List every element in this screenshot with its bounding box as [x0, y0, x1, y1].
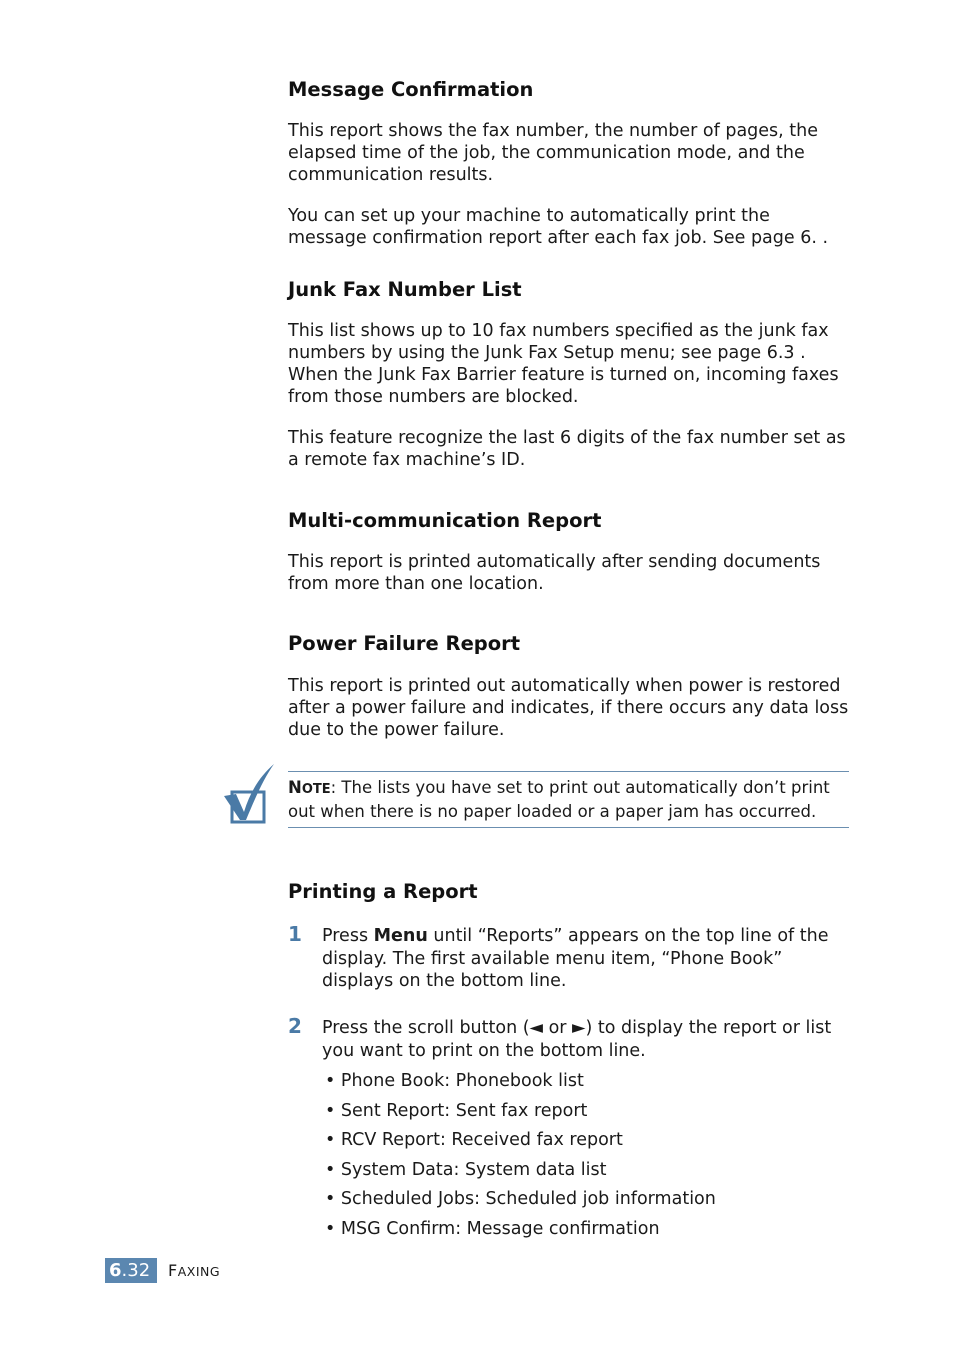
step-number-2: 2 [288, 1014, 302, 1038]
note-bottom-rule [288, 827, 849, 828]
heading-printing: Printing a Report [288, 880, 478, 903]
list-item: • System Data: System data list [325, 1160, 607, 1180]
note-top-rule [288, 771, 849, 772]
paragraph: This report is printed out automatically when power is restored after a power failure and indicates, if there occurs any data loss due to the power failure. [288, 676, 849, 740]
note-body: : The lists you have set to print out automatically don’t print out when there is no paper loaded or a paper jam has occurred. [288, 778, 830, 821]
paragraph: This feature recognize the last 6 digits of the fax number set as a remote fax machine’s ID. [288, 428, 846, 470]
section-junk-fax [288, 278, 850, 471]
note-text [288, 777, 850, 822]
list-item: • Sent Report: Sent fax report [325, 1101, 588, 1121]
section-message-confirmation [288, 78, 850, 249]
paragraph: This report shows the fax number, the number of pages, the elapsed time of the job, the communication mode, and the communication results. [288, 121, 818, 185]
paragraph: This report is printed automatically after sending documents from more than one location. [288, 552, 821, 594]
heading-message-confirmation: Message Confirmation [288, 78, 534, 101]
checkmark-note-icon [222, 762, 276, 826]
list-item: • Scheduled Jobs: Scheduled job information [325, 1189, 716, 1209]
note-label: NOTE [288, 778, 331, 797]
step-number-1: 1 [288, 922, 302, 946]
list-item: • RCV Report: Received fax report [325, 1130, 623, 1150]
section-printing [288, 880, 850, 904]
section-power-failure [288, 632, 850, 741]
section-name: FAXING [168, 1261, 221, 1280]
paragraph: You can set up your machine to automatically print the message confirmation report after each fax job. See page 6. . [288, 206, 829, 248]
section-multi-comm [288, 509, 850, 595]
paragraph: This list shows up to 10 fax numbers specified as the junk fax numbers by using the Junk Fax Setup menu; see page 6.3 . When the Junk Fax Barrier feature is turned on, incoming faxes from those numbers are blocked. [288, 321, 839, 407]
menu-key: Menu [373, 926, 428, 946]
heading-junk-fax: Junk Fax Number List [288, 278, 522, 301]
page-number-badge: 6.32 [105, 1258, 157, 1283]
heading-power-failure: Power Failure Report [288, 632, 521, 655]
step-2-text: Press the scroll button (◄ or ►) to display the report or list you want to print on the bottom line. [322, 1018, 832, 1061]
list-item: • MSG Confirm: Message confirmation [325, 1219, 660, 1239]
list-item: • Phone Book: Phonebook list [325, 1071, 584, 1091]
heading-multi-comm: Multi-communication Report [288, 509, 602, 532]
step-1-text: Press Menu until “Reports” appears on the top line of the display. The first available menu item, “Phone Book” displays on the bottom line. [322, 926, 829, 991]
